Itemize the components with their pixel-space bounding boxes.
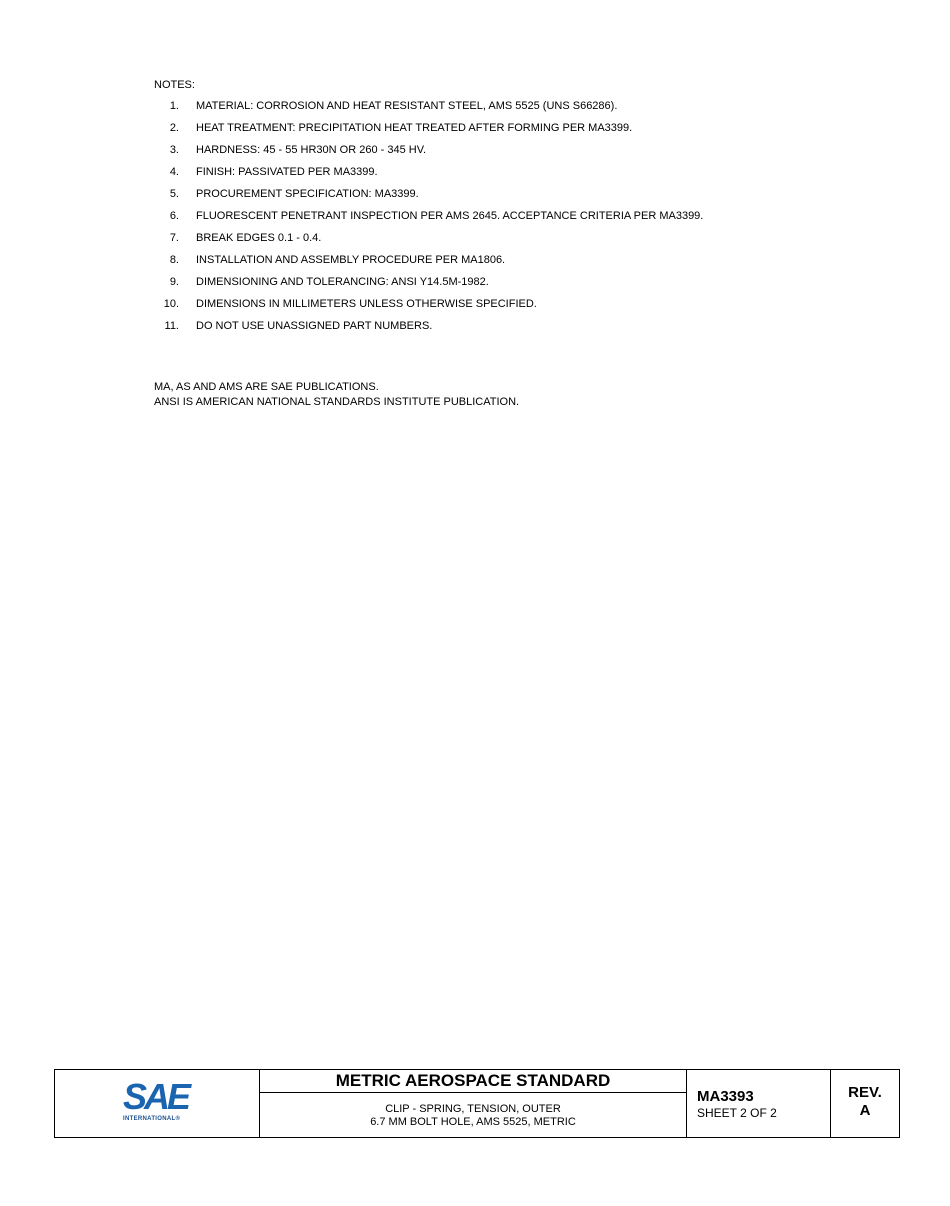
notes-heading: NOTES: bbox=[154, 79, 195, 91]
part-description-line: CLIP - SPRING, TENSION, OUTER bbox=[385, 1103, 561, 1115]
note-item bbox=[154, 274, 814, 296]
revision-value: A bbox=[859, 1102, 871, 1119]
note-item bbox=[154, 230, 814, 252]
note-number: 9. bbox=[169, 276, 179, 288]
document-number: MA3393 bbox=[697, 1088, 754, 1105]
note-number: 4. bbox=[169, 166, 179, 178]
sae-logo-mark: SAE bbox=[123, 1076, 189, 1117]
revision-cell bbox=[831, 1070, 899, 1137]
note-item bbox=[154, 208, 814, 230]
sae-logo-subtitle: INTERNATIONAL® bbox=[123, 1116, 181, 1122]
note-text: BREAK EDGES 0.1 - 0.4. bbox=[196, 232, 322, 244]
part-description-line: 6.7 MM BOLT HOLE, AMS 5525, METRIC bbox=[370, 1116, 576, 1128]
revision-heading: REV. bbox=[848, 1084, 882, 1101]
note-text: PROCUREMENT SPECIFICATION: MA3399. bbox=[196, 188, 419, 200]
note-text: HEAT TREATMENT: PRECIPITATION HEAT TREATED AFTER FORMING PER MA3399. bbox=[196, 122, 633, 134]
note-number: 11. bbox=[164, 320, 179, 332]
note-text: FINISH: PASSIVATED PER MA3399. bbox=[196, 166, 378, 178]
logo-cell bbox=[55, 1070, 260, 1137]
publications-line: ANSI IS AMERICAN NATIONAL STANDARDS INSTITUTE PUBLICATION. bbox=[154, 396, 520, 408]
document-cell bbox=[687, 1070, 831, 1137]
note-number: 2. bbox=[169, 122, 179, 134]
note-number: 10. bbox=[163, 298, 179, 310]
note-number: 7. bbox=[169, 232, 179, 244]
note-item bbox=[154, 186, 814, 208]
note-item bbox=[154, 318, 814, 340]
note-text: HARDNESS: 45 - 55 HR30N OR 260 - 345 HV. bbox=[196, 144, 427, 156]
note-item bbox=[154, 296, 814, 318]
publications-note bbox=[154, 380, 519, 410]
note-text: DO NOT USE UNASSIGNED PART NUMBERS. bbox=[196, 320, 433, 332]
note-item bbox=[154, 252, 814, 274]
note-number: 8. bbox=[169, 254, 179, 266]
title-block bbox=[54, 1069, 900, 1138]
publications-line: MA, AS AND AMS ARE SAE PUBLICATIONS. bbox=[154, 381, 379, 393]
note-item bbox=[154, 120, 814, 142]
note-text: INSTALLATION AND ASSEMBLY PROCEDURE PER MA1806. bbox=[196, 254, 506, 266]
title-cell bbox=[260, 1070, 687, 1137]
revision-label bbox=[831, 1070, 899, 1120]
note-item bbox=[154, 98, 814, 120]
note-item bbox=[154, 164, 814, 186]
note-number: 3. bbox=[169, 144, 179, 156]
standard-title: METRIC AEROSPACE STANDARD bbox=[260, 1070, 686, 1093]
sae-logo bbox=[123, 1076, 189, 1122]
note-number: 6. bbox=[169, 210, 179, 222]
note-number: 5. bbox=[169, 188, 179, 200]
part-description bbox=[260, 1093, 686, 1129]
note-text: DIMENSIONING AND TOLERANCING: ANSI Y14.5M-1982. bbox=[196, 276, 489, 288]
notes-section bbox=[154, 78, 814, 340]
note-text: MATERIAL: CORROSION AND HEAT RESISTANT STEEL, AMS 5525 (UNS S66286). bbox=[196, 100, 618, 112]
note-number: 1. bbox=[169, 100, 179, 112]
sheet-number: SHEET 2 OF 2 bbox=[697, 1106, 777, 1120]
note-item bbox=[154, 142, 814, 164]
notes-list bbox=[154, 98, 814, 340]
note-text: FLUORESCENT PENETRANT INSPECTION PER AMS 2645. ACCEPTANCE CRITERIA PER MA3399. bbox=[196, 210, 704, 222]
note-text: DIMENSIONS IN MILLIMETERS UNLESS OTHERWISE SPECIFIED. bbox=[196, 298, 537, 310]
